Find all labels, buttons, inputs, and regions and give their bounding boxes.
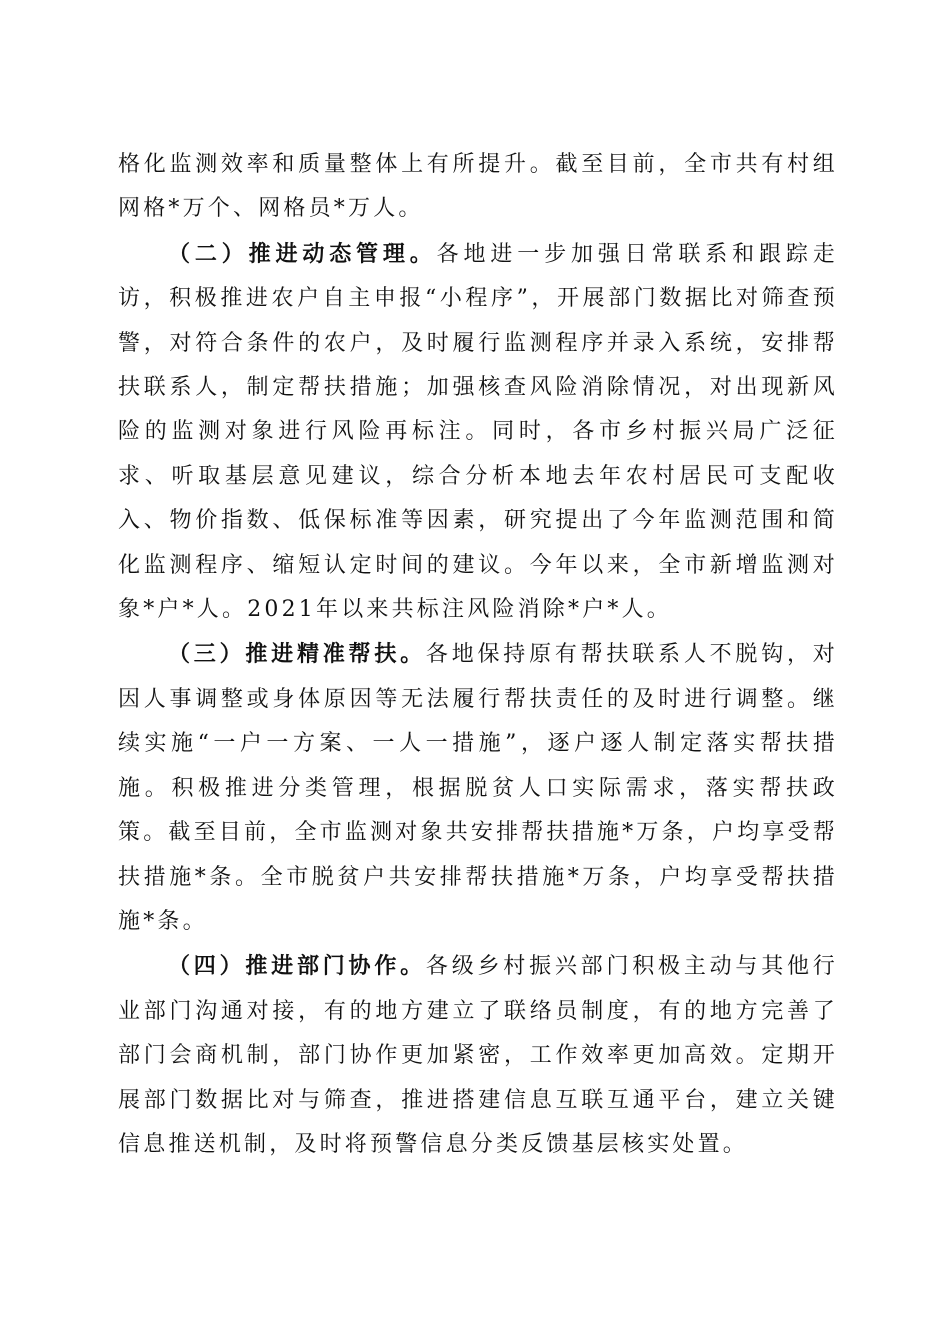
paragraph-continuation — [118, 143, 838, 232]
paragraph-text: 各地保持原有帮扶联系人不脱钩，对因人事调整或身体原因等无法履行帮扶责任的及时进行调整。继续实施“一户一方案、一人一措施”，逐户逐人制定落实帮扶措施。积极推进分类管理，根据脱贫人口实际需求，落实帮扶政策。截至目前，全市监测对象共安排帮扶措施*万条，户均享受帮扶措施*条。全市脱贫户共安排帮扶措施*万条，户均享受帮扶措施*条。 — [118, 642, 838, 934]
paragraph-text: 格化监测效率和质量整体上有所提升。截至目前，全市共有村组网格*万个、网格员*万人。 — [118, 152, 838, 222]
document-body — [118, 143, 838, 1167]
paragraph-text: 各地进一步加强日常联系和跟踪走访，积极推进农户自主申报“小程序”，开展部门数据比对筛查预警，对符合条件的农户，及时履行监测程序并录入系统，安排帮扶联系人，制定帮扶措施；加强核查风险消除情况，对出现新风险的监测对象进行风险再标注。同时，各市乡村振兴局广泛征求、听取基层意见建议，综合分析本地去年农村居民可支配收入、物价指数、低保标准等因素，研究提出了今年监测范围和简化监测程序、缩短认定时间的建议。今年以来，全市新增监测对象*户*人。2021年以来共标注风险消除*户*人。 — [118, 241, 838, 623]
section-heading: （二）推进动态管理。 — [168, 240, 437, 267]
paragraph-text: 各级乡村振兴部门积极主动与其他行业部门沟通对接，有的地方建立了联络员制度，有的地方完善了部门会商机制，部门协作更加紧密，工作效率更加高效。定期开展部门数据比对与筛查，推进搭建信息互联互通平台，建立关键信息推送机制，及时将预警信息分类反馈基层核实处置。 — [118, 954, 838, 1157]
section-heading: （三）推进精准帮扶。 — [168, 641, 426, 668]
paragraph-department-cooperation — [118, 944, 838, 1167]
paragraph-precise-assistance — [118, 632, 838, 944]
paragraph-dynamic-management — [118, 232, 838, 633]
section-heading: （四）推进部门协作。 — [168, 953, 426, 980]
